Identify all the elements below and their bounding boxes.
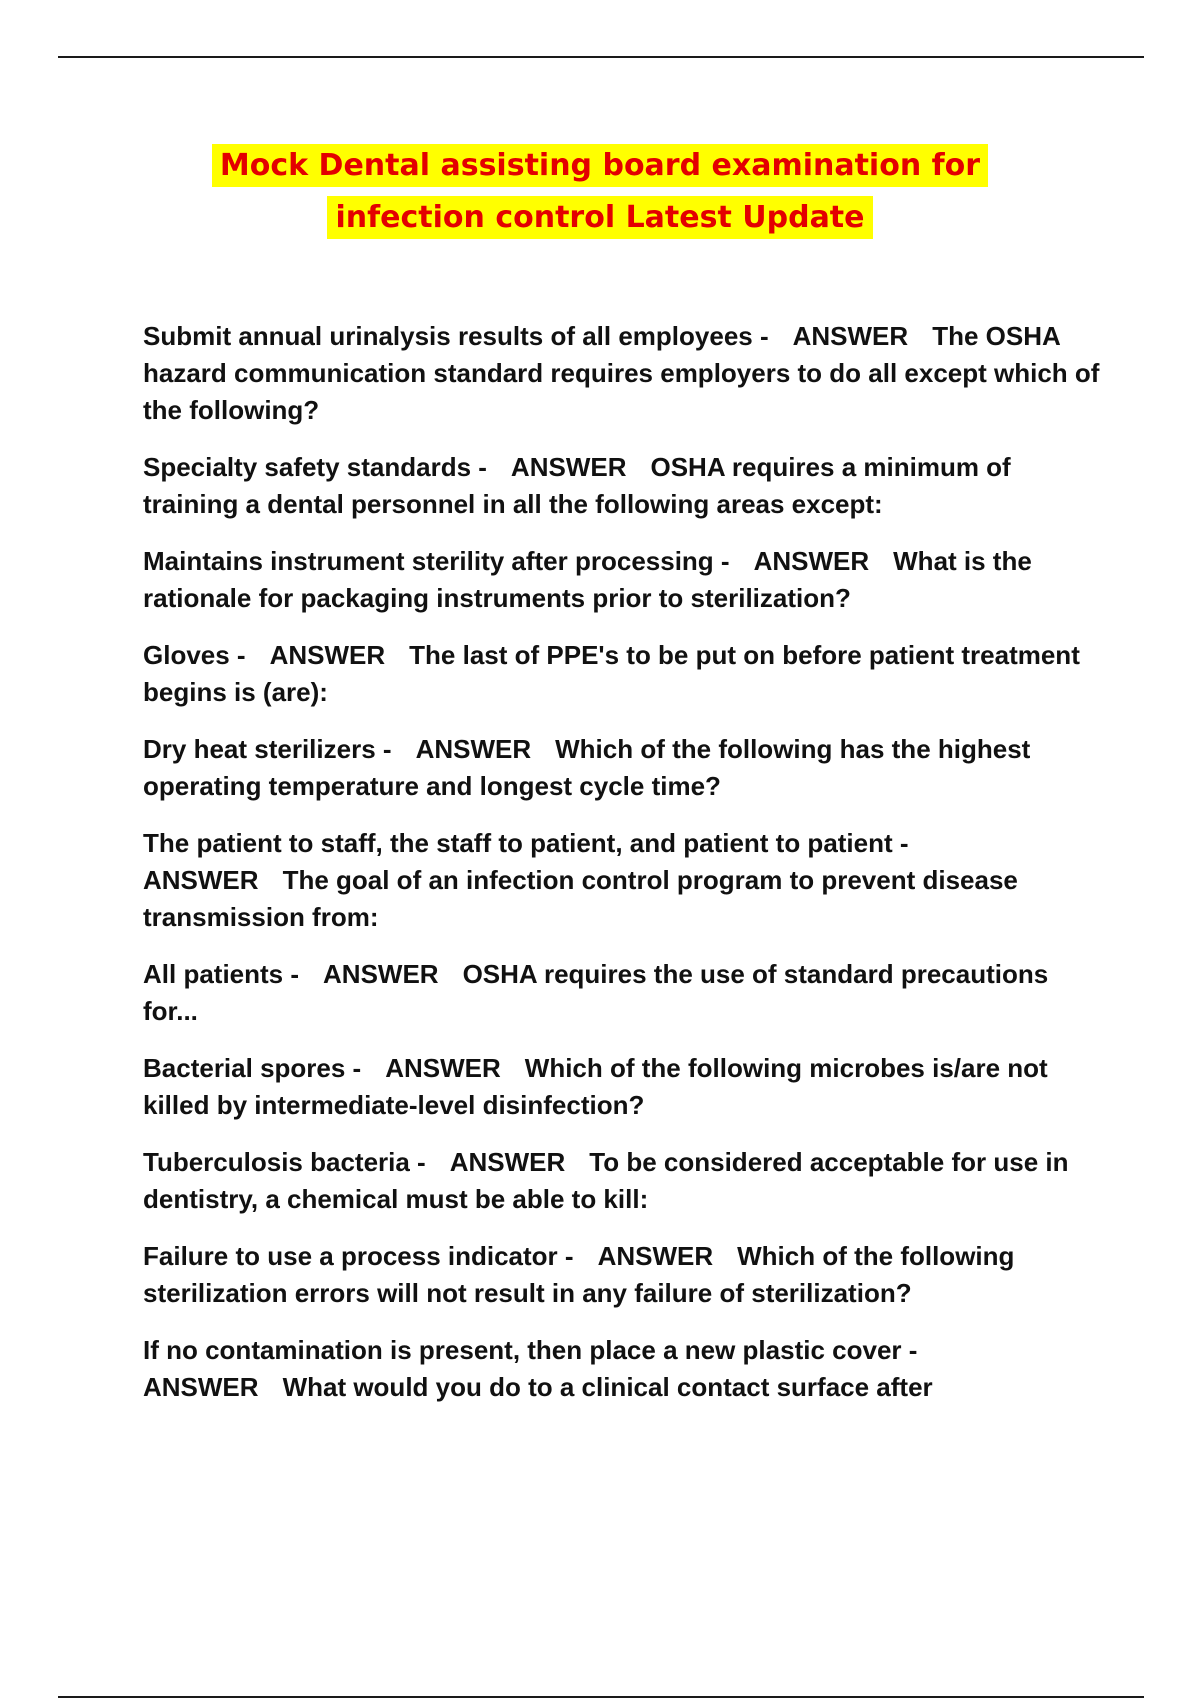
title-line-1: Mock Dental assisting board examination for	[212, 144, 988, 187]
answer-label: ANSWER	[323, 959, 439, 989]
answer-label: ANSWER	[510, 452, 627, 482]
answer-label: ANSWER	[449, 1147, 566, 1177]
qa-answer: The patient to staff, the staff to patient, and patient to patient -	[143, 828, 909, 858]
qa-question: What is the rationale for packaging instruments prior to sterilization?	[143, 546, 1032, 613]
document-title	[0, 140, 1200, 244]
qa-item	[143, 318, 1103, 429]
qa-item	[143, 1050, 1103, 1124]
answer-label: ANSWER	[753, 546, 870, 576]
top-rule	[58, 56, 1144, 58]
qa-item	[143, 956, 1103, 1030]
qa-item	[143, 825, 1103, 936]
qa-question: The OSHA hazard communication standard requires employers to do all except which of the following?	[143, 321, 1100, 425]
answer-label: ANSWER	[269, 640, 386, 670]
qa-answer: Dry heat sterilizers -	[143, 734, 392, 764]
qa-question: Which of the following has the highest operating temperature and longest cycle time?	[143, 734, 1031, 801]
qa-question: Which of the following microbes is/are not killed by intermediate-level disinfection?	[143, 1053, 1048, 1120]
qa-answer: Gloves -	[143, 640, 246, 670]
qa-item	[143, 543, 1103, 617]
answer-label: ANSWER	[792, 321, 909, 351]
bottom-rule	[58, 1696, 1144, 1698]
qa-question: OSHA requires a minimum of training a dental personnel in all the following areas except:	[143, 452, 1011, 519]
answer-label: ANSWER	[415, 734, 532, 764]
title-line-2: infection control Latest Update	[327, 196, 872, 239]
qa-answer: Maintains instrument sterility after processing -	[143, 546, 730, 576]
qa-answer: All patients -	[143, 959, 300, 989]
qa-question: The last of PPE's to be put on before patient treatment begins is (are):	[143, 640, 1080, 707]
qa-item	[143, 1332, 1103, 1406]
qa-question: What would you do to a clinical contact surface after	[282, 1372, 933, 1402]
qa-answer: Specialty safety standards -	[143, 452, 487, 482]
answer-label: ANSWER	[597, 1241, 714, 1271]
qa-question: OSHA requires the use of standard precautions for...	[143, 959, 1049, 1026]
qa-answer: Bacterial spores -	[143, 1053, 362, 1083]
qa-answer: If no contamination is present, then place a new plastic cover -	[143, 1335, 918, 1365]
answer-label: ANSWER	[143, 865, 259, 895]
qa-question: The goal of an infection control program to prevent disease transmission from:	[143, 865, 1018, 932]
qa-item	[143, 449, 1103, 523]
qa-question: Which of the following sterilization errors will not result in any failure of sterilization?	[143, 1241, 1015, 1308]
qa-answer: Failure to use a process indicator -	[143, 1241, 574, 1271]
qa-answer: Submit annual urinalysis results of all employees -	[143, 321, 769, 351]
qa-item	[143, 1144, 1103, 1218]
qa-item	[143, 1238, 1103, 1312]
qa-list	[143, 318, 1103, 1426]
qa-answer: Tuberculosis bacteria -	[143, 1147, 426, 1177]
qa-item	[143, 637, 1103, 711]
answer-label: ANSWER	[143, 1372, 259, 1402]
qa-question: To be considered acceptable for use in dentistry, a chemical must be able to kill:	[143, 1147, 1069, 1214]
qa-item	[143, 731, 1103, 805]
answer-label: ANSWER	[385, 1053, 501, 1083]
